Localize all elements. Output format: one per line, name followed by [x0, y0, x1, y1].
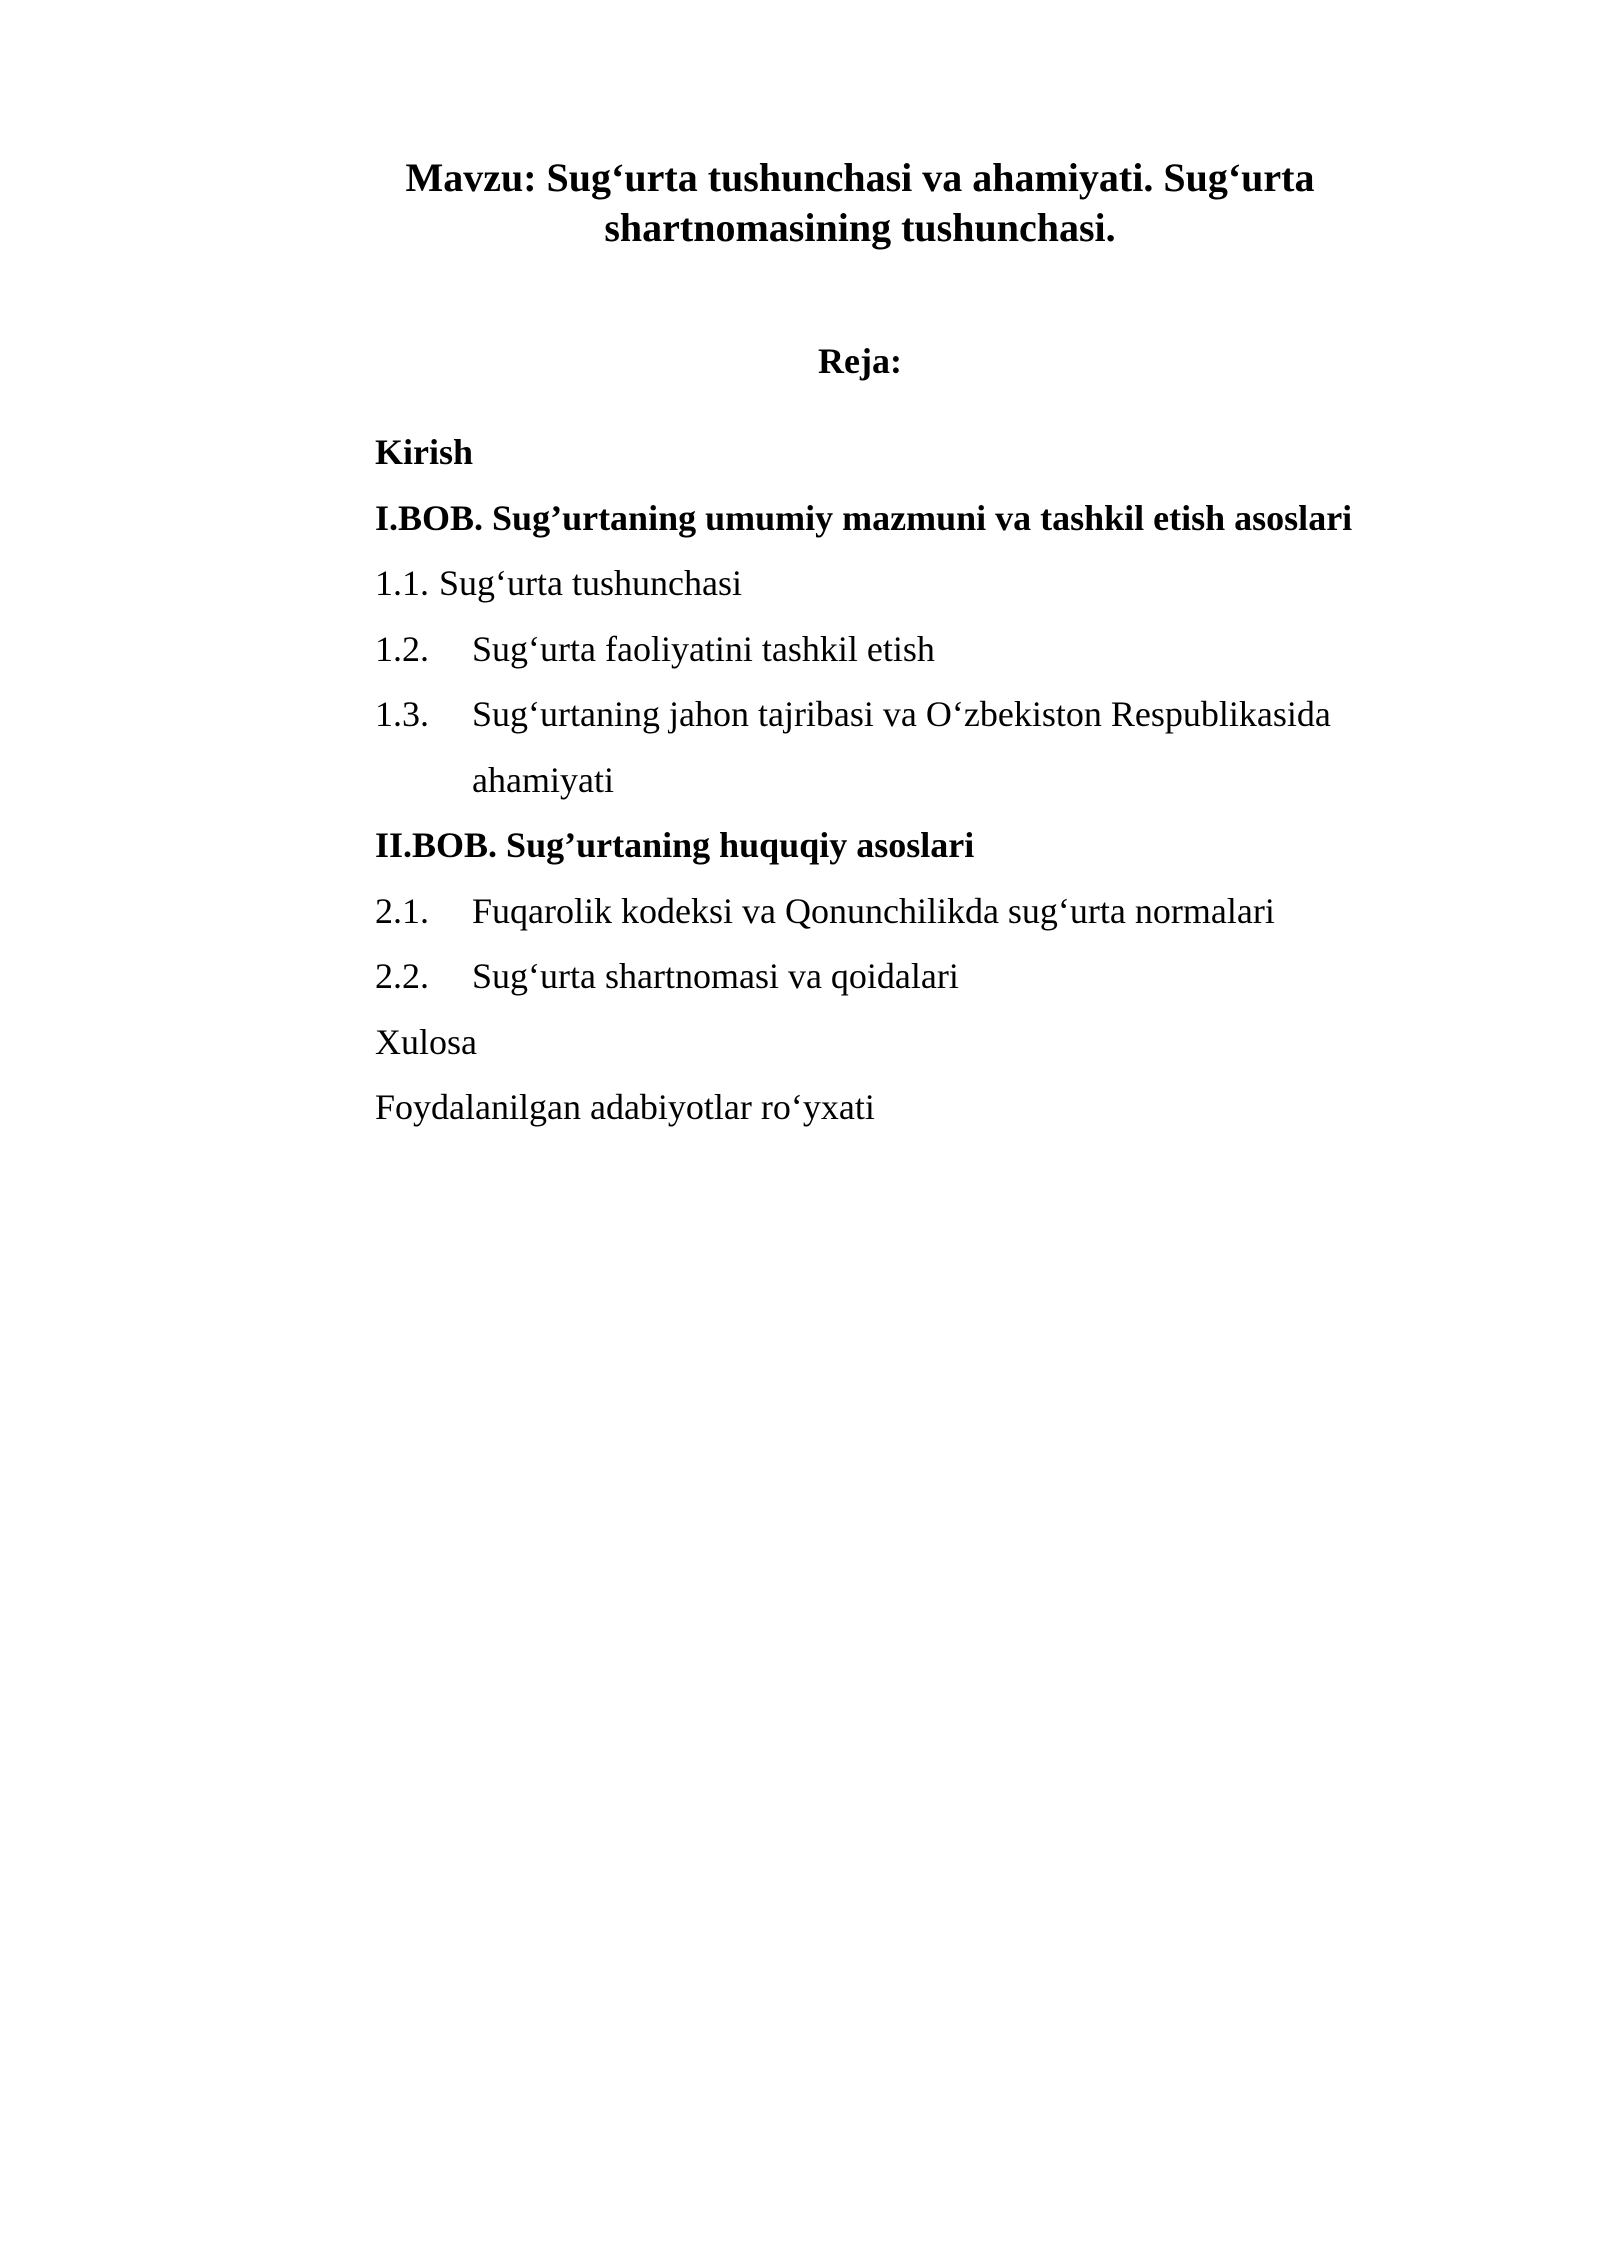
document-title: Mavzu: Sug‘urta tushunchasi va ahamiyati. Sug‘urta shartnomasining tushunchasi.	[405, 155, 1315, 250]
toc-item-number: 1.1.	[375, 563, 429, 603]
toc-item-1-1	[375, 551, 1435, 617]
toc-references: Foydalanilgan adabiyotlar ro‘yxati	[375, 1087, 875, 1127]
toc-conclusion: Xulosa	[375, 1021, 477, 1062]
plan-heading: Reja:	[818, 341, 902, 381]
table-of-contents	[375, 420, 1435, 1141]
toc-item-2-1	[375, 879, 1435, 945]
toc-item-1-2	[375, 617, 1435, 683]
toc-item-1-3	[375, 682, 1435, 813]
toc-item-number: 2.2.	[375, 956, 429, 996]
toc-item-2-2	[375, 944, 1435, 1010]
toc-item-number: 2.1.	[375, 890, 429, 931]
toc-item-text: Sug‘urta faoliyatini tashkil etish	[472, 628, 935, 669]
toc-chapter-2: II.BOB. Sug’urtaning huquqiy asoslari	[375, 825, 975, 865]
toc-item-text: Sug‘urtaning jahon tajribasi va O‘zbekiston Respublikasida ahamiyati	[472, 694, 1331, 800]
toc-intro: Kirish	[375, 432, 474, 472]
toc-item-text: Sug‘urta tushunchasi	[439, 563, 742, 603]
toc-item-text: Sug‘urta shartnomasi va qoidalari	[472, 956, 959, 996]
toc-chapter-1: I.BOB. Sug’urtaning umumiy mazmuni va tashkil etish asoslari	[375, 497, 1353, 538]
toc-item-number: 1.3.	[375, 694, 429, 734]
toc-item-number: 1.2.	[375, 628, 429, 669]
toc-item-text: Fuqarolik kodeksi va Qonunchilikda sug‘urta normalari	[472, 890, 1275, 931]
